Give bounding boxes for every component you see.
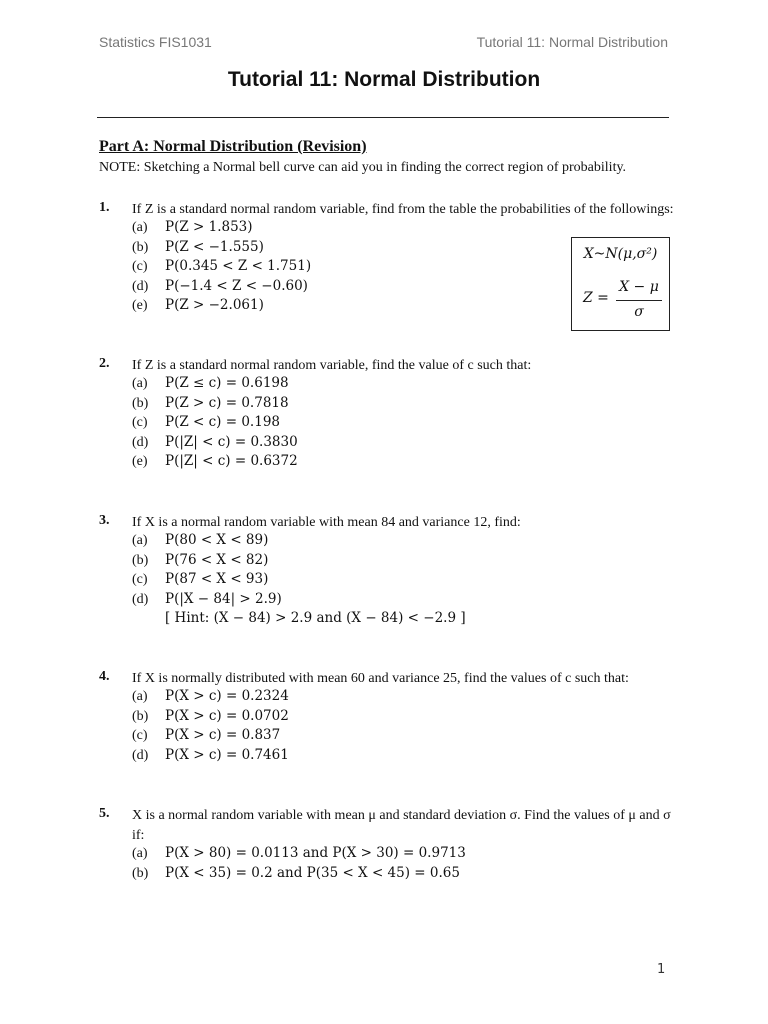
item-label: (d) — [132, 278, 149, 294]
question-item — [132, 726, 289, 746]
item-label: (d) — [132, 434, 149, 450]
question-item — [132, 238, 311, 258]
header-course: Statistics FIS1031 — [99, 34, 212, 50]
item-label: (d) — [132, 591, 149, 607]
part-a-note: NOTE: Sketching a Normal bell curve can aid you in finding the correct region of probability. — [99, 160, 627, 175]
question-item — [132, 277, 311, 297]
z-score-denominator: σ — [634, 304, 644, 320]
item-label: (a) — [132, 533, 148, 548]
item-expression: P(|Z| < c) = 0.3830 — [165, 433, 298, 450]
item-label: (a) — [132, 376, 148, 391]
question-number: 5. — [99, 806, 110, 821]
item-label: (a) — [132, 846, 148, 861]
question-item — [132, 433, 298, 453]
question-item — [132, 374, 298, 394]
item-label: (c) — [132, 572, 148, 588]
question-text: If Z is a standard normal random variable, find the value of c such that: — [132, 358, 532, 373]
z-score-lhs: Z = — [583, 290, 609, 306]
item-expression: P(0.345 < Z < 1.751) — [165, 258, 312, 275]
item-expression: P(−1.4 < Z < −0.60) — [165, 277, 308, 294]
question-text: If Z is a standard normal random variable, find from the table the probabilities of the followings: — [132, 202, 674, 217]
header-tutorial: Tutorial 11: Normal Distribution — [476, 34, 668, 50]
item-label: (b) — [132, 395, 149, 411]
z-score-numerator: X − μ — [619, 279, 659, 295]
question-item — [132, 746, 289, 766]
question-number: 1. — [99, 200, 110, 215]
question-item — [132, 687, 289, 707]
question-items — [132, 374, 298, 472]
question-item — [132, 844, 466, 864]
hint-text — [132, 609, 466, 629]
hint-expression: [ Hint: (X − 84) > 2.9 and (X − 84) < −2.9 ] — [165, 610, 466, 627]
item-expression: P(|X − 84| > 2.9) — [165, 590, 282, 607]
item-expression: P(Z < c) = 0.198 — [165, 414, 280, 431]
question-item — [132, 864, 466, 884]
item-expression: P(|Z| < c) = 0.6372 — [165, 453, 298, 470]
item-expression: P(X > c) = 0.837 — [165, 727, 281, 744]
question-item — [132, 257, 311, 277]
question-items — [132, 531, 466, 629]
item-expression: P(X > c) = 0.7461 — [165, 746, 289, 763]
item-expression: P(X > c) = 0.2324 — [165, 688, 289, 704]
question-item — [132, 218, 311, 238]
item-expression: P(76 < X < 82) — [165, 551, 269, 568]
question-text: If X is a normal random variable with mean 84 and variance 12, find: — [132, 515, 521, 530]
question-item — [132, 551, 466, 571]
question-text: X is a normal random variable with mean μ and standard deviation σ. Find the values of μ and σ if: — [132, 808, 671, 843]
item-label: (c) — [132, 259, 148, 275]
question-number: 4. — [99, 669, 110, 684]
fraction-bar — [616, 300, 662, 301]
question-items — [132, 687, 289, 765]
item-label: (b) — [132, 239, 149, 255]
question-items — [132, 218, 311, 316]
page-number: 1 — [657, 962, 666, 977]
question-item — [132, 707, 289, 727]
item-label: (c) — [132, 415, 148, 431]
title-divider — [97, 117, 669, 118]
question-text: If X is normally distributed with mean 60 and variance 25, find the values of c such that: — [132, 671, 629, 686]
question-item — [132, 452, 298, 472]
item-expression: P(Z < −1.555) — [165, 238, 264, 255]
page-title: Tutorial 11: Normal Distribution — [227, 68, 541, 91]
item-label: (e) — [132, 298, 148, 314]
question-item — [132, 413, 298, 433]
item-expression: P(X < 35) = 0.2 and P(35 < X < 45) = 0.65 — [165, 864, 460, 881]
item-label: (e) — [132, 454, 148, 470]
item-expression: P(Z ≤ c) = 0.6198 — [165, 375, 289, 391]
item-label: (b) — [132, 552, 149, 568]
question-item — [132, 394, 298, 414]
item-label: (a) — [132, 220, 148, 235]
item-label: (d) — [132, 747, 149, 763]
item-label: (c) — [132, 728, 148, 744]
item-label: (b) — [132, 865, 149, 881]
question-items — [132, 844, 466, 883]
item-expression: P(80 < X < 89) — [165, 532, 269, 548]
question-number: 3. — [99, 513, 110, 528]
item-expression: P(Z > 1.853) — [165, 219, 253, 235]
question-number: 2. — [99, 356, 110, 371]
item-expression: P(Z > c) = 0.7818 — [165, 394, 289, 411]
item-expression: P(X > 80) = 0.0113 and P(X > 30) = 0.9713 — [165, 845, 466, 861]
question-item — [132, 296, 311, 316]
question-item — [132, 590, 466, 610]
normal-formula-box — [571, 237, 670, 331]
part-a-heading: Part A: Normal Distribution (Revision) — [99, 138, 367, 155]
item-expression: P(Z > −2.061) — [165, 297, 264, 314]
question-item — [132, 570, 466, 590]
item-expression: P(X > c) = 0.0702 — [165, 707, 289, 724]
item-expression: P(87 < X < 93) — [165, 571, 269, 588]
item-label: (a) — [132, 689, 148, 704]
item-label: (b) — [132, 708, 149, 724]
normal-distribution-notation: X~N(μ,σ²) — [583, 246, 658, 262]
question-item — [132, 531, 466, 551]
